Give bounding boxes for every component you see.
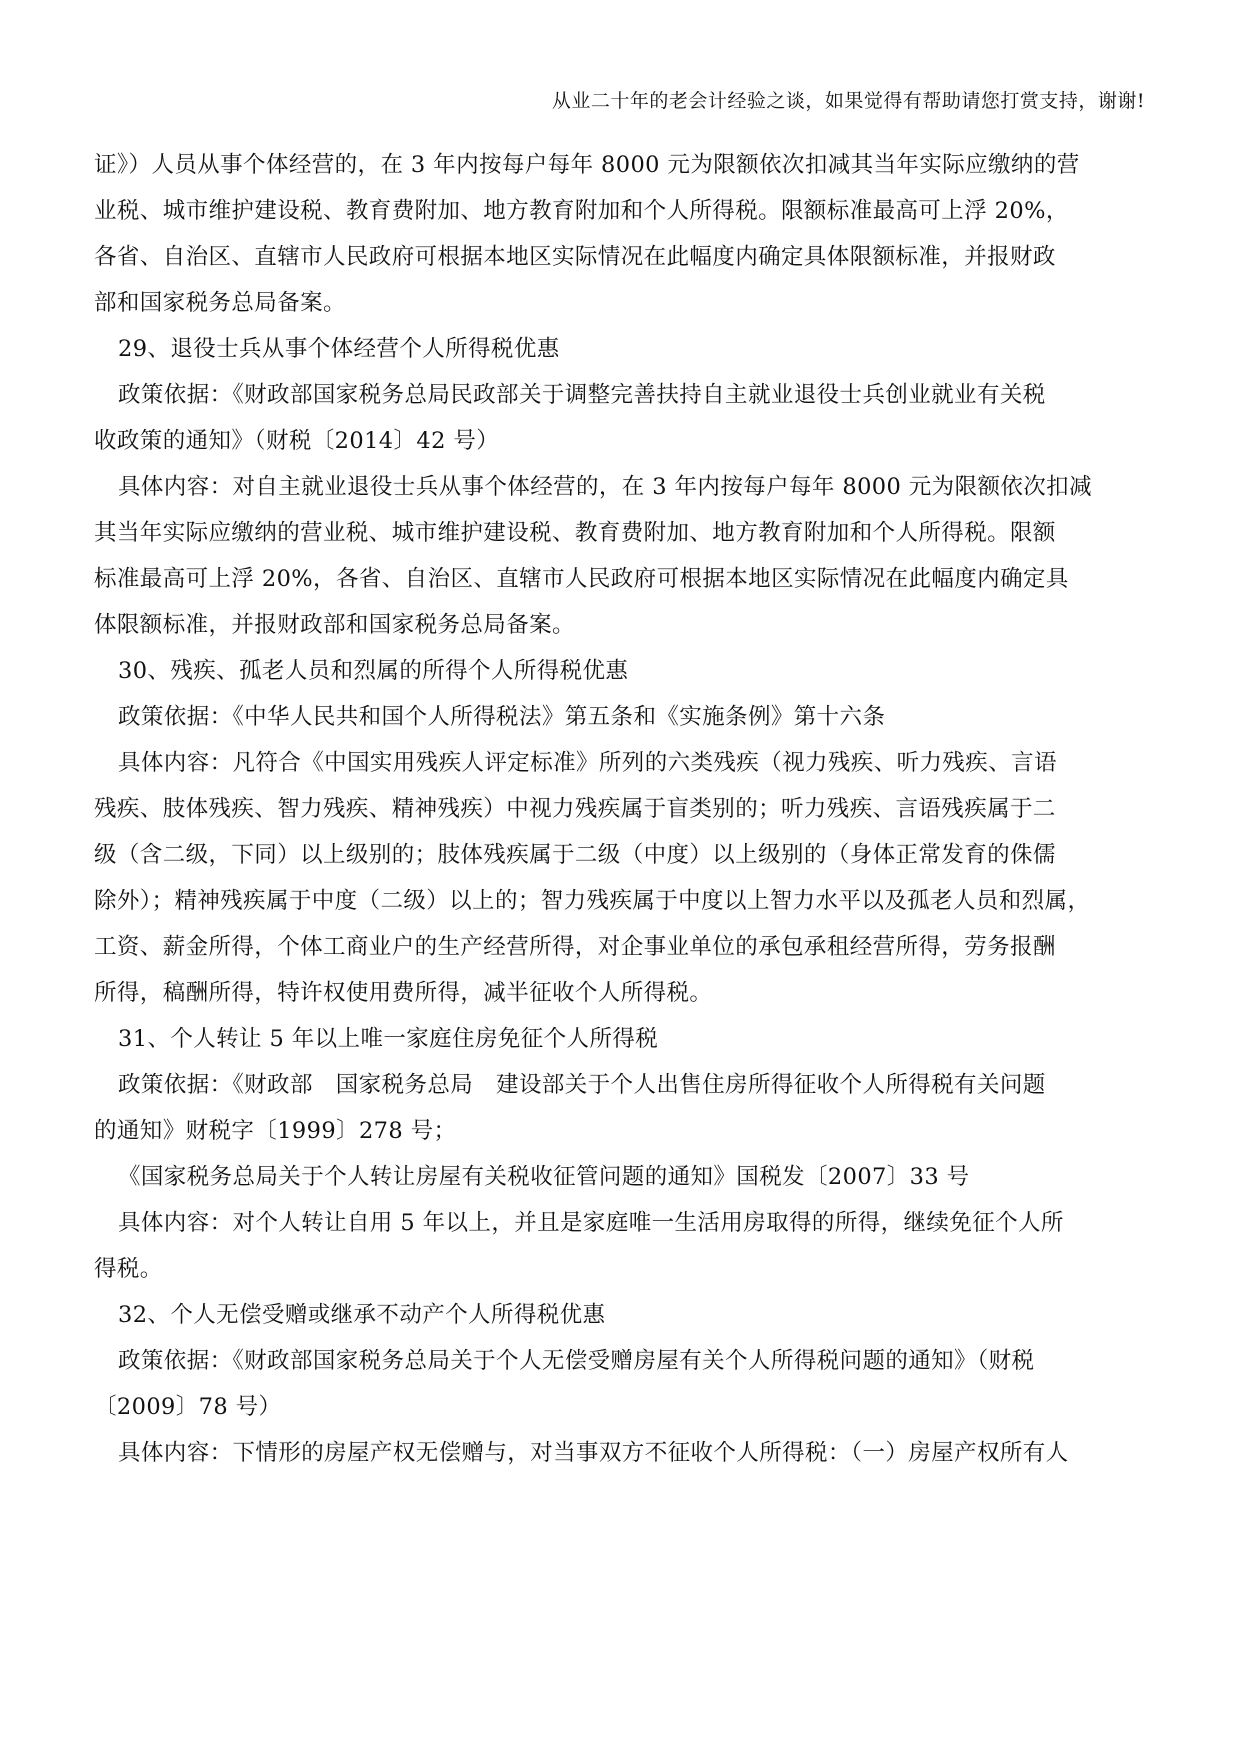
text-line: 得税。: [94, 1256, 163, 1282]
text-line: 部和国家税务总局备案。: [94, 290, 346, 316]
text-line: 政策依据：《财政部 国家税务总局 建设部关于个人出售住房所得征收个人所得税有关问题: [118, 1072, 1046, 1098]
text-line: 具体内容：对自主就业退役士兵从事个体经营的，在 3 年内按每户每年 8000 元为限额依次扣减: [118, 474, 1092, 500]
text-line: 残疾、肢体残疾、智力残疾、精神残疾）中视力残疾属于盲类别的；听力残疾、言语残疾属于二: [94, 796, 1056, 822]
text-line: 具体内容：凡符合《中国实用残疾人评定标准》所列的六类残疾（视力残疾、听力残疾、言语: [118, 750, 1057, 776]
text-line: 级（含二级，下同）以上级别的；肢体残疾属于二级（中度）以上级别的（身体正常发育的侏儒: [94, 842, 1056, 868]
text-line: 收政策的通知》（财税〔2014〕42 号）: [94, 428, 500, 454]
text-line: 政策依据：《中华人民共和国个人所得税法》第五条和《实施条例》第十六条: [118, 704, 886, 730]
text-line: 各省、自治区、直辖市人民政府可根据本地区实际情况在此幅度内确定具体限额标准，并报财政: [94, 244, 1056, 270]
page-header-note: 从业二十年的老会计经验之谈，如果觉得有帮助请您打赏支持，谢谢!: [551, 90, 1145, 112]
text-line: 其当年实际应缴纳的营业税、城市维护建设税、教育费附加、地方教育附加和个人所得税。限额: [94, 520, 1056, 546]
text-line: 具体内容：对个人转让自用 5 年以上，并且是家庭唯一生活用房取得的所得，继续免征个人所: [118, 1210, 1064, 1236]
text-line: 32、个人无偿受赠或继承不动产个人所得税优惠: [118, 1302, 606, 1328]
text-line: 工资、薪金所得，个体工商业户的生产经营所得，对企事业单位的承包承租经营所得，劳务报酬: [94, 934, 1056, 960]
text-line: 标准最高可上浮 20%，各省、自治区、直辖市人民政府可根据本地区实际情况在此幅度内确定具: [94, 566, 1069, 592]
text-line: 政策依据：《财政部国家税务总局关于个人无偿受赠房屋有关个人所得税问题的通知》（财税: [118, 1348, 1035, 1374]
text-line: 所得，稿酬所得，特许权使用费所得，减半征收个人所得税。: [94, 980, 713, 1006]
text-line: 政策依据：《财政部国家税务总局民政部关于调整完善扶持自主就业退役士兵创业就业有关税: [118, 382, 1046, 408]
document-body: [94, 142, 1150, 1476]
text-line: 31、个人转让 5 年以上唯一家庭住房免征个人所得税: [118, 1026, 659, 1052]
text-line: 29、退役士兵从事个体经营个人所得税优惠: [118, 336, 560, 362]
text-line: 30、残疾、孤老人员和烈属的所得个人所得税优惠: [118, 658, 629, 684]
text-line: 具体内容：下情形的房屋产权无偿赠与，对当事双方不征收个人所得税：（一）房屋产权所有人: [118, 1440, 1069, 1466]
text-line: 《国家税务总局关于个人转让房屋有关税收征管问题的通知》国税发〔2007〕33 号: [118, 1164, 970, 1190]
text-line: 除外）；精神残疾属于中度（二级）以上的；智力残疾属于中度以上智力水平以及孤老人员和烈属，: [94, 888, 1091, 914]
text-line: 业税、城市维护建设税、教育费附加、地方教育附加和个人所得税。限额标准最高可上浮 20%，: [94, 198, 1069, 224]
text-line: 体限额标准，并报财政部和国家税务总局备案。: [94, 612, 575, 638]
text-line: 的通知》财税字〔1999〕278 号；: [94, 1118, 457, 1144]
text-line: 〔2009〕78 号）: [94, 1394, 282, 1420]
text-line: 证》）人员从事个体经营的，在 3 年内按每户每年 8000 元为限额依次扣减其当年实际应缴纳的营: [94, 152, 1080, 178]
